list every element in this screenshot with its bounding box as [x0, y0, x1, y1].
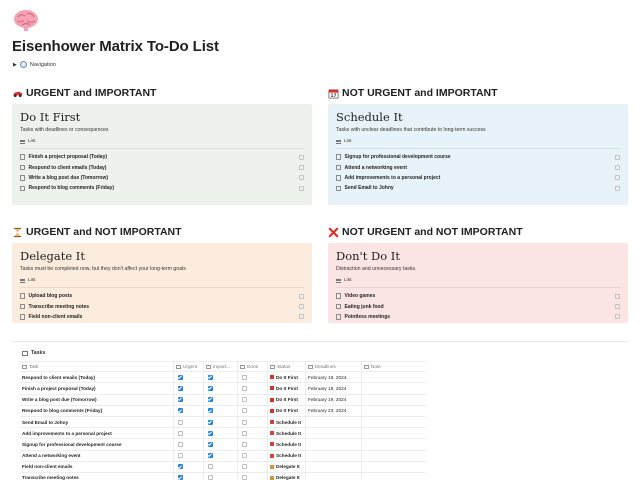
- status-cell: [268, 383, 306, 393]
- list-view-tab[interactable]: List: [336, 278, 620, 283]
- deadline-value: February 19, 2024: [308, 397, 347, 403]
- important-cell: [204, 406, 238, 416]
- race-car-icon: [270, 398, 274, 402]
- task-name[interactable]: Send Email to Johny: [22, 419, 69, 425]
- done-checkbox[interactable]: [242, 386, 247, 391]
- done-cell: [238, 372, 268, 382]
- table-row[interactable]: [20, 473, 426, 480]
- note-cell[interactable]: [362, 406, 426, 416]
- page-icon: [336, 154, 341, 160]
- status-tag: [270, 453, 301, 458]
- urgent-checkbox[interactable]: [178, 464, 183, 469]
- card-title[interactable]: Schedule It: [336, 110, 403, 124]
- done-checkbox[interactable]: [242, 475, 247, 480]
- status-cell: [268, 372, 306, 382]
- card-title[interactable]: Do It First: [20, 110, 81, 124]
- text-property-icon: [364, 365, 369, 369]
- important-checkbox[interactable]: [208, 475, 213, 480]
- status-cell: [268, 462, 306, 472]
- done-checkbox[interactable]: [242, 464, 247, 469]
- list-icon: [336, 140, 341, 144]
- text-property-icon: [22, 365, 27, 369]
- task-cell[interactable]: [20, 439, 174, 449]
- page-title: Eisenhower Matrix To-Do List: [12, 38, 219, 55]
- status-cell: [268, 451, 306, 461]
- urgent-checkbox[interactable]: [178, 431, 183, 436]
- list-view-tab[interactable]: List: [20, 278, 304, 283]
- list-view-tab[interactable]: List: [20, 139, 304, 144]
- important-cell: [204, 451, 238, 461]
- deadline-cell[interactable]: [306, 372, 362, 382]
- list-item[interactable]: Send Email to Johny: [336, 183, 620, 193]
- checkbox[interactable]: [299, 186, 304, 191]
- note-cell[interactable]: [362, 439, 426, 449]
- page-icon: [20, 154, 25, 160]
- task-cell[interactable]: [20, 417, 174, 427]
- card-subtitle: Tasks with deadlines or consequences: [20, 127, 109, 133]
- hourglass-icon: [270, 476, 274, 480]
- divider: [336, 287, 620, 288]
- task-name[interactable]: Attend a networking event: [22, 453, 81, 459]
- task-cell[interactable]: [20, 395, 174, 405]
- urgent-checkbox[interactable]: [178, 386, 183, 391]
- page-icon: [20, 293, 25, 299]
- divider: [20, 287, 304, 288]
- card-title[interactable]: Delegate It: [20, 249, 85, 263]
- page-icon: [336, 293, 341, 299]
- navigation-toggle[interactable]: [13, 61, 56, 68]
- page-icon: [20, 304, 25, 310]
- date-property-icon: [308, 365, 313, 369]
- important-cell: [204, 395, 238, 405]
- done-cell: [238, 473, 268, 480]
- list-item[interactable]: Pointless meetings: [336, 312, 620, 322]
- quadrant-heading-not-urgent-important: 17 NOT URGENT and IMPORTANT: [328, 87, 498, 99]
- urgent-cell: [174, 473, 204, 480]
- done-cell: [238, 383, 268, 393]
- status-label: Delegate It: [276, 475, 300, 480]
- task-name[interactable]: Field non-client emails: [22, 464, 73, 470]
- card-schedule-it: [328, 104, 628, 205]
- note-cell[interactable]: [362, 473, 426, 480]
- card-subtitle: Tasks with unclear deadlines that contribute to long-term success: [336, 127, 486, 133]
- list-item[interactable]: Signup for professional development course: [336, 152, 620, 162]
- urgent-cell: [174, 372, 204, 382]
- urgent-checkbox[interactable]: [178, 475, 183, 480]
- checkbox-property-icon: [176, 365, 181, 369]
- checkbox[interactable]: [299, 294, 304, 299]
- note-cell[interactable]: [362, 462, 426, 472]
- race-car-icon: [270, 409, 274, 413]
- checkbox[interactable]: [615, 175, 620, 180]
- checkbox[interactable]: [615, 155, 620, 160]
- table-row[interactable]: [20, 406, 426, 417]
- column-header-status[interactable]: Status: [268, 362, 306, 371]
- divider: [336, 148, 620, 149]
- deadline-cell[interactable]: [306, 395, 362, 405]
- urgent-cell: [174, 383, 204, 393]
- task-cell[interactable]: [20, 428, 174, 438]
- urgent-cell: [174, 439, 204, 449]
- status-tag: [270, 420, 301, 425]
- done-checkbox[interactable]: [242, 442, 247, 447]
- card-do-it-first: [12, 104, 312, 205]
- task-name[interactable]: Respond to blog comments (Friday): [22, 408, 103, 414]
- deadline-cell[interactable]: [306, 451, 362, 461]
- page-icon: [336, 186, 341, 192]
- list-item[interactable]: Add improvements to a personal project: [336, 173, 620, 183]
- status-label: Delegate It: [276, 464, 300, 470]
- checkbox[interactable]: [299, 155, 304, 160]
- hourglass-icon: [270, 465, 274, 469]
- quadrant-heading-urgent-not-important: URGENT and NOT IMPORTANT: [12, 226, 182, 238]
- page-icon: [336, 175, 341, 181]
- important-checkbox[interactable]: [208, 386, 213, 391]
- important-checkbox[interactable]: [208, 420, 213, 425]
- quadrant-heading-not-urgent-not-important: NOT URGENT and NOT IMPORTANT: [328, 226, 523, 238]
- urgent-checkbox[interactable]: [178, 420, 183, 425]
- list-item[interactable]: Video games: [336, 291, 620, 301]
- list-item[interactable]: Transcribe meeting notes: [20, 301, 304, 311]
- table-row[interactable]: [20, 383, 426, 394]
- note-cell[interactable]: [362, 395, 426, 405]
- done-cell: [238, 428, 268, 438]
- important-cell: [204, 439, 238, 449]
- done-checkbox[interactable]: [242, 408, 247, 413]
- column-header-deadlines[interactable]: Deadlines: [306, 362, 362, 371]
- checkbox[interactable]: [299, 314, 304, 319]
- hourglass-icon: [12, 227, 23, 238]
- done-cell: [238, 406, 268, 416]
- important-checkbox[interactable]: [208, 408, 213, 413]
- table-row[interactable]: [20, 428, 426, 439]
- status-label: Schedule It: [276, 430, 302, 436]
- race-car-icon: [270, 386, 274, 390]
- table-row[interactable]: [20, 451, 426, 462]
- deadline-cell[interactable]: [306, 473, 362, 480]
- list-item[interactable]: Respond to client emails (Today): [20, 162, 304, 172]
- urgent-checkbox[interactable]: [178, 375, 183, 380]
- calendar-icon: [270, 442, 274, 446]
- note-cell[interactable]: [362, 428, 426, 438]
- status-label: Schedule It: [276, 453, 302, 459]
- list-item[interactable]: Write a blog post due (Tomorrow): [20, 173, 304, 183]
- important-cell: [204, 428, 238, 438]
- done-checkbox[interactable]: [242, 420, 247, 425]
- column-header-task[interactable]: Task: [20, 362, 174, 371]
- brain-icon: [12, 8, 40, 32]
- list-item[interactable]: Upload blog posts: [20, 291, 304, 301]
- status-cell: [268, 395, 306, 405]
- globe-icon: [20, 61, 27, 68]
- task-name[interactable]: Respond to client emails (Today): [22, 374, 96, 380]
- status-tag: [270, 375, 298, 380]
- divider: [20, 148, 304, 149]
- status-tag: [270, 386, 298, 391]
- note-cell[interactable]: [362, 372, 426, 382]
- column-header-done[interactable]: Done: [238, 362, 268, 371]
- status-cell: [268, 473, 306, 480]
- task-cell[interactable]: [20, 406, 174, 416]
- checkbox[interactable]: [299, 175, 304, 180]
- status-label: Schedule It: [276, 419, 302, 425]
- important-checkbox[interactable]: [208, 397, 213, 402]
- list-view-tab[interactable]: List: [336, 139, 620, 144]
- urgent-cell: [174, 462, 204, 472]
- task-name[interactable]: Add improvements to a personal project: [22, 430, 112, 436]
- task-cell[interactable]: [20, 451, 174, 461]
- column-header-important[interactable]: Import...: [204, 362, 238, 371]
- status-tag: [270, 397, 298, 402]
- done-checkbox[interactable]: [242, 453, 247, 458]
- urgent-cell: [174, 395, 204, 405]
- svg-text:17: 17: [330, 92, 337, 98]
- column-header-urgent[interactable]: Urgent: [174, 362, 204, 371]
- done-checkbox[interactable]: [242, 431, 247, 436]
- note-cell[interactable]: [362, 417, 426, 427]
- race-car-icon: [270, 375, 274, 379]
- list-item[interactable]: Respond to blog comments (Friday): [20, 183, 304, 193]
- done-cell: [238, 451, 268, 461]
- task-cell[interactable]: [20, 473, 174, 480]
- done-cell: [238, 395, 268, 405]
- status-tag: [270, 442, 301, 447]
- task-cell[interactable]: [20, 372, 174, 382]
- column-header-note[interactable]: Note: [362, 362, 426, 371]
- page-icon: [336, 165, 341, 171]
- table-row[interactable]: [20, 439, 426, 450]
- status-cell: [268, 439, 306, 449]
- card-dont-do-it: [328, 243, 628, 323]
- list-item[interactable]: Eating junk food: [336, 301, 620, 311]
- status-label: Do It First: [276, 397, 298, 403]
- checkbox[interactable]: [299, 165, 304, 170]
- checkbox[interactable]: [299, 304, 304, 309]
- tasks-table: [20, 361, 426, 480]
- deadline-cell[interactable]: [306, 406, 362, 416]
- note-cell[interactable]: [362, 383, 426, 393]
- deadline-cell[interactable]: [306, 428, 362, 438]
- tasks-database: [12, 341, 628, 480]
- triangle-right-icon[interactable]: ▶: [13, 61, 17, 68]
- checkbox[interactable]: [615, 294, 620, 299]
- checkbox[interactable]: [615, 314, 620, 319]
- deadline-cell[interactable]: [306, 383, 362, 393]
- page-icon: [336, 314, 341, 320]
- page-icon: [336, 304, 341, 310]
- urgent-checkbox[interactable]: [178, 453, 183, 458]
- status-label: Do It First: [276, 408, 298, 414]
- calendar-icon: [328, 88, 339, 99]
- quadrant-heading-urgent-important: URGENT and IMPORTANT: [12, 87, 156, 99]
- done-checkbox[interactable]: [242, 397, 247, 402]
- table-row[interactable]: [20, 462, 426, 473]
- list-item[interactable]: Field non-client emails: [20, 312, 304, 322]
- table-icon: [22, 351, 28, 356]
- deadline-cell[interactable]: [306, 462, 362, 472]
- status-cell: [268, 428, 306, 438]
- page-icon: [20, 314, 25, 320]
- important-cell: [204, 383, 238, 393]
- database-title[interactable]: Tasks: [22, 350, 45, 356]
- urgent-checkbox[interactable]: [178, 397, 183, 402]
- deadline-cell[interactable]: [306, 439, 362, 449]
- urgent-cell: [174, 451, 204, 461]
- note-cell[interactable]: [362, 451, 426, 461]
- checkbox-property-icon: [240, 365, 245, 369]
- deadline-value: February 18, 2024: [308, 374, 347, 380]
- task-name[interactable]: Finish a project proposal (Today): [22, 385, 96, 391]
- status-cell: [268, 406, 306, 416]
- task-name[interactable]: Transcribe meeting notes: [22, 475, 79, 480]
- card-subtitle: Tasks must be completed now, but they don't affect your long-term goals: [20, 266, 186, 272]
- status-tag: [270, 475, 300, 480]
- list-icon: [20, 140, 25, 144]
- page-icon: [20, 186, 25, 192]
- status-tag: [270, 464, 300, 469]
- task-name[interactable]: Write a blog post due (Tomorrow): [22, 397, 97, 403]
- table-header: [20, 361, 426, 372]
- status-cell: [268, 417, 306, 427]
- important-checkbox[interactable]: [208, 442, 213, 447]
- important-cell: [204, 473, 238, 480]
- important-checkbox[interactable]: [208, 464, 213, 469]
- calendar-icon: [270, 420, 274, 424]
- status-tag: [270, 431, 301, 436]
- done-cell: [238, 439, 268, 449]
- deadline-cell[interactable]: [306, 417, 362, 427]
- urgent-checkbox[interactable]: [178, 408, 183, 413]
- navigation-label: Navigation: [29, 61, 56, 68]
- task-name[interactable]: Signup for professional development course: [22, 441, 122, 447]
- done-checkbox[interactable]: [242, 375, 247, 380]
- urgent-cell: [174, 417, 204, 427]
- page-icon: [20, 165, 25, 171]
- important-checkbox[interactable]: [208, 453, 213, 458]
- done-cell: [238, 462, 268, 472]
- status-tag: [270, 408, 298, 413]
- checkbox[interactable]: [615, 165, 620, 170]
- important-cell: [204, 462, 238, 472]
- list-icon: [20, 279, 25, 283]
- table-row[interactable]: [20, 372, 426, 383]
- page-icon: [20, 175, 25, 181]
- status-label: Do It First: [276, 374, 298, 380]
- checkbox[interactable]: [615, 304, 620, 309]
- status-label: Do It First: [276, 385, 298, 391]
- deadline-value: February 18, 2024: [308, 385, 347, 391]
- list-item[interactable]: Finish a project proposal (Today): [20, 152, 304, 162]
- formula-property-icon: [270, 365, 275, 369]
- cross-mark-icon: [328, 227, 339, 238]
- urgent-cell: [174, 428, 204, 438]
- checkbox-property-icon: [206, 365, 211, 369]
- important-checkbox[interactable]: [208, 375, 213, 380]
- task-cell[interactable]: [20, 462, 174, 472]
- table-row[interactable]: [20, 417, 426, 428]
- race-car-icon: [12, 88, 23, 99]
- urgent-checkbox[interactable]: [178, 442, 183, 447]
- task-cell[interactable]: [20, 383, 174, 393]
- checkbox[interactable]: [615, 186, 620, 191]
- status-label: Schedule It: [276, 441, 302, 447]
- card-delegate-it: [12, 243, 312, 323]
- calendar-icon: [270, 454, 274, 458]
- card-title[interactable]: Don't Do It: [336, 249, 400, 263]
- card-subtitle: Distraction and unnecessary tasks.: [336, 266, 417, 272]
- done-cell: [238, 417, 268, 427]
- important-checkbox[interactable]: [208, 431, 213, 436]
- table-row[interactable]: [20, 395, 426, 406]
- list-item[interactable]: Attend a networking event: [336, 162, 620, 172]
- list-icon: [336, 279, 341, 283]
- urgent-cell: [174, 406, 204, 416]
- calendar-icon: [270, 431, 274, 435]
- deadline-value: February 23, 2024: [308, 408, 347, 414]
- important-cell: [204, 417, 238, 427]
- important-cell: [204, 372, 238, 382]
